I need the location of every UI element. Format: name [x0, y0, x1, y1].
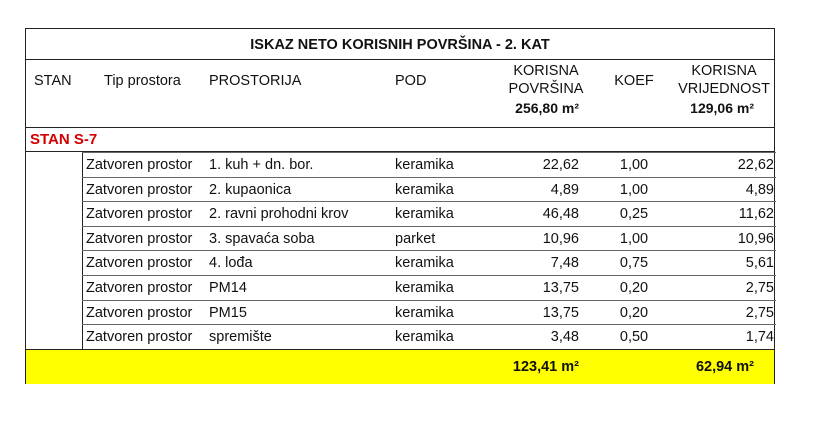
- table-title: ISKAZ NETO KORISNIH POVRŠINA - 2. KAT: [26, 29, 774, 60]
- header-vrijednost-line2: VRIJEDNOST: [678, 81, 770, 97]
- cell-pod: keramika: [395, 329, 454, 346]
- cell-pod: keramika: [395, 157, 454, 173]
- header-stan: STAN: [34, 73, 72, 89]
- summary-vrijednost: 129,06 m²: [690, 100, 754, 116]
- summary-povrsina: 256,80 m²: [515, 100, 579, 116]
- area-table: [25, 28, 775, 384]
- header-korisna-line1: KORISNA: [513, 63, 579, 79]
- cell-koef: 1,00: [619, 157, 649, 173]
- cell-tip-prostora: Zatvoren prostor: [86, 304, 193, 321]
- cell-prostorija: spremište: [209, 329, 272, 346]
- cell-prostorija: 4. lođa: [209, 255, 253, 272]
- total-povrsina: 123,41 m²: [512, 359, 579, 375]
- cell-prostorija: 2. ravni prohodni krov: [209, 206, 349, 223]
- cell-korisna-povrsina: 13,75: [542, 304, 579, 321]
- cell-korisna-povrsina: 4,89: [550, 181, 579, 198]
- cell-korisna-povrsina: 7,48: [550, 255, 579, 272]
- cell-korisna-povrsina: 13,75: [542, 280, 579, 296]
- cell-pod: keramika: [395, 181, 454, 198]
- cell-korisna-povrsina: 22,62: [542, 157, 579, 173]
- header-separator: [26, 127, 774, 128]
- cell-korisna-vrijednost: 5,61: [745, 255, 774, 272]
- cell-koef: 0,20: [619, 280, 649, 296]
- cell-korisna-vrijednost: 10,96: [737, 230, 774, 247]
- cell-pod: parket: [395, 230, 436, 247]
- header-pod: POD: [395, 73, 427, 89]
- cell-koef: 0,50: [619, 329, 649, 346]
- cell-koef: 0,20: [619, 304, 649, 321]
- cell-koef: 0,75: [619, 255, 649, 272]
- cell-tip-prostora: Zatvoren prostor: [86, 230, 193, 247]
- cell-korisna-vrijednost: 11,62: [738, 206, 774, 223]
- cell-prostorija: 2. kupaonica: [209, 181, 292, 198]
- header-prostorija: PROSTORIJA: [209, 73, 302, 89]
- cell-tip-prostora: Zatvoren prostor: [86, 181, 193, 198]
- cell-korisna-povrsina: 46,48: [542, 206, 579, 223]
- cell-pod: keramika: [395, 206, 454, 223]
- cell-korisna-povrsina: 3,48: [550, 329, 579, 346]
- header-koef: KOEF: [614, 73, 654, 89]
- cell-tip-prostora: Zatvoren prostor: [86, 206, 193, 223]
- cell-prostorija: 1. kuh + dn. bor.: [209, 157, 314, 173]
- header-korisna-vrijednost-line1: KORISNA: [691, 63, 757, 79]
- cell-koef: 1,00: [619, 230, 649, 247]
- table-row: [82, 152, 776, 176]
- cell-prostorija: PM15: [209, 304, 247, 321]
- table-row: [82, 177, 776, 201]
- cell-pod: keramika: [395, 280, 454, 296]
- cell-pod: keramika: [395, 304, 454, 321]
- table-row: [82, 324, 776, 348]
- total-vrijednost: 62,94 m²: [695, 359, 754, 375]
- totals-row: [26, 349, 774, 384]
- cell-korisna-vrijednost: 4,89: [745, 181, 774, 198]
- cell-tip-prostora: Zatvoren prostor: [86, 255, 193, 272]
- unit-label: STAN S-7: [30, 131, 98, 148]
- cell-prostorija: PM14: [209, 280, 247, 296]
- cell-korisna-vrijednost: 2,75: [745, 304, 774, 321]
- table-row: [82, 300, 776, 324]
- table-row: [82, 275, 776, 299]
- cell-prostorija: 3. spavaća soba: [209, 230, 315, 247]
- cell-koef: 0,25: [619, 206, 649, 223]
- cell-tip-prostora: Zatvoren prostor: [86, 280, 193, 296]
- header-povrsina-line2: POVRŠINA: [508, 81, 584, 97]
- cell-pod: keramika: [395, 255, 454, 272]
- cell-korisna-vrijednost: 22,62: [737, 157, 774, 173]
- cell-korisna-vrijednost: 2,75: [745, 280, 774, 296]
- cell-tip-prostora: Zatvoren prostor: [86, 157, 193, 173]
- cell-tip-prostora: Zatvoren prostor: [86, 329, 193, 346]
- table-row: [82, 201, 776, 225]
- cell-korisna-vrijednost: 1,74: [745, 329, 774, 346]
- cell-koef: 1,00: [619, 181, 649, 198]
- table-row: [82, 226, 776, 250]
- table-row: [82, 250, 776, 274]
- header-tip-prostora: Tip prostora: [104, 73, 181, 89]
- cell-korisna-povrsina: 10,96: [542, 230, 579, 247]
